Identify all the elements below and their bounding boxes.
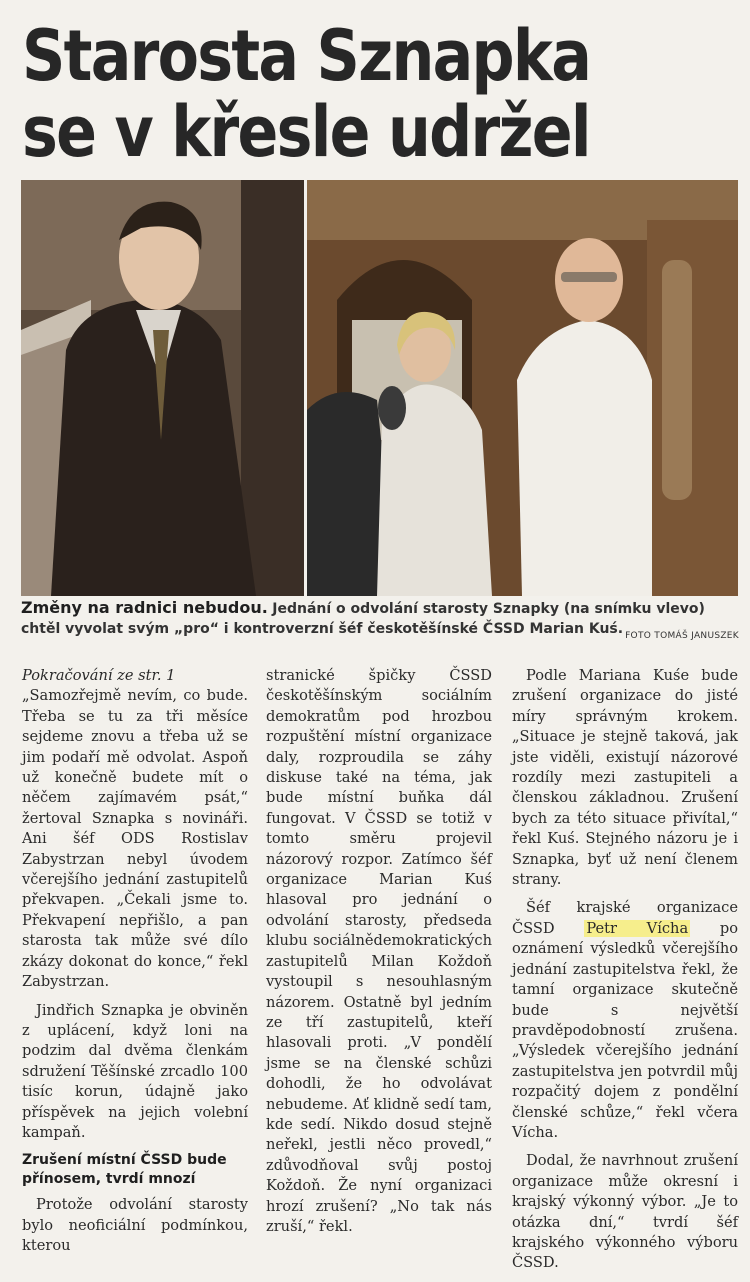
- paragraph: Jindřich Sznapka je obviněn z uplácení, když loni na podzim dal dvěma členkám sdružení Těšínské zrcadlo 100 tisíc korun, údajně jako příspěvek na jejich volební kampaň.: [22, 1001, 248, 1141]
- paragraph: Protože odvolání starosty bylo neoficiální podmínkou, kterou: [22, 1196, 248, 1255]
- photo-credit: FOTO TOMÁŠ JANUSZEK: [625, 631, 739, 641]
- article-column-2: [266, 666, 492, 1245]
- subheading: Zrušení místní ČSSD bude přínosem, tvrdí mnozí: [22, 1152, 227, 1188]
- photo-caption: [21, 598, 739, 646]
- paragraph: Dodal, že navrhnout zrušení organizace může okresní i krajský výkonný výbor. „Je to otázka dní,“ tvrdí šéf krajského výkonného výboru ČSSD.: [512, 1152, 738, 1272]
- continued-note: Pokračování ze str. 1: [22, 667, 176, 684]
- paragraph-lead: Šéf krajské organizace ČSSD: [512, 899, 738, 937]
- article-column-3: [512, 666, 738, 1282]
- photo-journalist-and-party-chief: [307, 180, 738, 596]
- highlighted-name: Petr Vícha: [586, 919, 689, 937]
- article-column-1: [22, 666, 248, 1265]
- paragraph: stranické špičky ČSSD českotěšínským sociálním demokratům pod hrozbou rozpuštění místní organizace daly, rozproudila se záhy diskuse také na téma, jak bude místní buňka dál fungovat. V ČSSD se totiž v tomto směru projevil názorový rozpor. Zatímco šéf organizace Marian Kuś hlasoval pro jednání o odvolání starosty, předseda klubu sociálnědemokratických zastupitelů Milan Koždoň vystoupil s nesouhlasným názorem. Ostatně byl jedním ze tří zastupitelů, kteří hlasovali proti. „V pondělí jsme se na členské schůzi dohodli, že ho odvolávat nebudeme. Ať klidně sedí tam, kde sedí. Nikdo dosud stejně neřekl, jestli něco provedl,“ zdůvodňoval svůj postoj Koždoň. Že nyní organizaci hrozí zrušení? „No tak nás zruší,“ řekl.: [266, 667, 492, 1235]
- headline-line-2: se v křesle udržel: [22, 91, 590, 173]
- caption-text: Jednání o odvolání starosty Sznapky (na snímku vlevo) chtěl vyvolat svým „pro“ i kontroverzní šéf českotěšínské ČSSD Marian Kuś.: [21, 601, 705, 637]
- paragraph: „Samozřejmě nevím, co bude. Třeba se tu za tři měsíce sejdeme znovu a třeba už se jim podaří mě odvolat. Aspoň už konečně budete mít o něčem zajímavém psát,“ žertoval Sznapka s novináři. Ani šéf ODS Rostislav Zabystrzan nebyl úvodem včerejšího jednání zastupitelů překvapen. „Čekali jsme to. Překvapení nepřišlo, a pan starosta tak může své dílo zkázy dokonat do konce,“ řekl Zabystrzan.: [22, 687, 248, 991]
- photo-mayor: [21, 180, 304, 596]
- headline-line-1: Starosta Sznapka: [22, 15, 591, 97]
- paragraph-highlighted: [512, 898, 738, 1143]
- paragraph-rest: po oznámení výsledků včerejšího jednání zastupitelstva řekl, že tamní organizace skutečně bude s největší pravděpodobností zrušena. „Výsledek včerejšího jednání zastupitelstva jen potvrdil můj rozpačitý dojem z pondělní členské schůze,“ řekl včera Vícha.: [512, 919, 739, 1141]
- caption-lead: Změny na radnici nebudou.: [21, 598, 268, 617]
- paragraph: Podle Mariana Kuśe bude zrušení organizace do jisté míry správným krokem. „Situace je stejně taková, jak jste viděli, existují názorové rozdíly mezi zastupiteli a členskou základnou. Zrušení bych za této situace přivítal,“ řekl Kuś. Stejného názoru je i Sznapka, byť už není členem strany.: [512, 667, 738, 889]
- headline: [22, 15, 641, 173]
